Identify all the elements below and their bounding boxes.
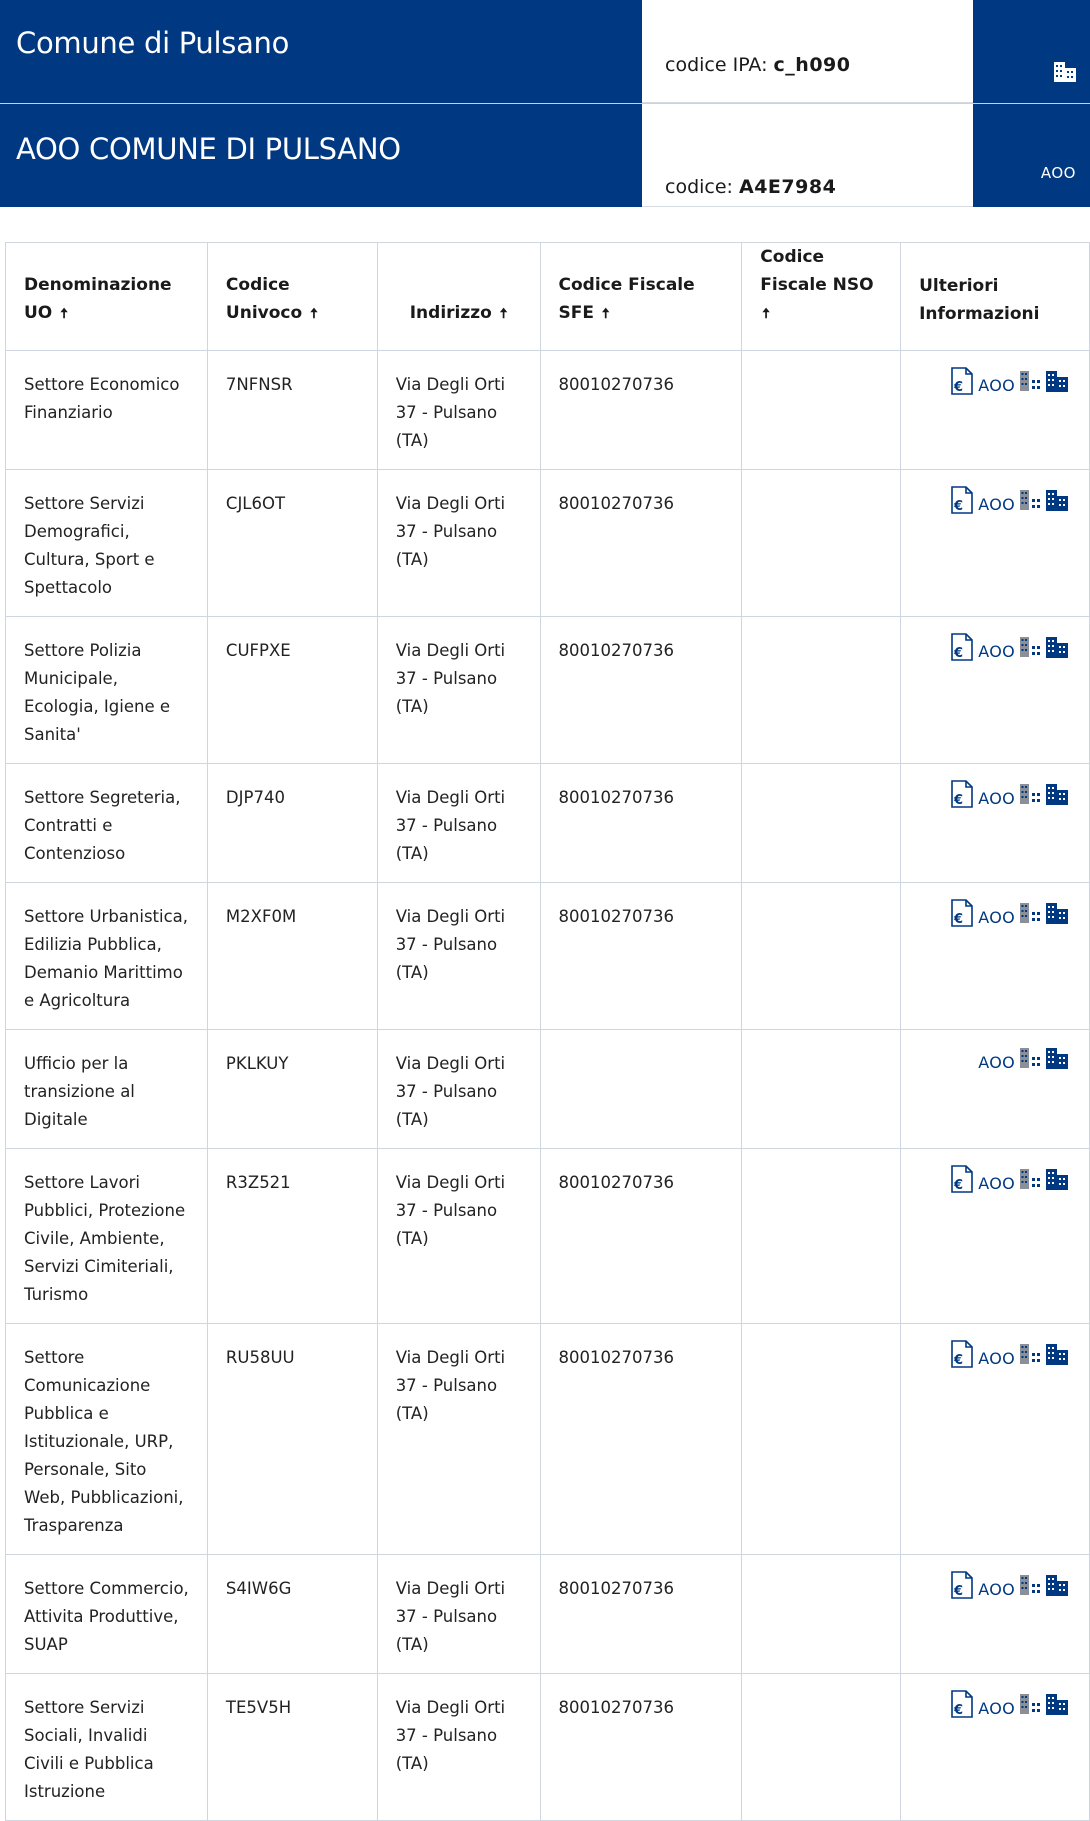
- uo-name: Settore Segreteria, Contratti e Contenzioso: [6, 764, 208, 883]
- aoo-code-value: A4E7984: [739, 176, 837, 198]
- ente-icon-box: [973, 0, 1090, 103]
- svg-text:€: €: [954, 1703, 964, 1718]
- uo-address: Via Degli Orti 37 - Pulsano (TA): [377, 1030, 540, 1149]
- uo-address: Via Degli Orti 37 - Pulsano (TA): [377, 1555, 540, 1674]
- invoice-euro-icon[interactable]: [950, 486, 974, 523]
- uo-tree-icon[interactable]: [1019, 1342, 1041, 1375]
- uo-info-icons: [901, 1149, 1090, 1324]
- aoo-link[interactable]: AOO: [978, 1698, 1015, 1718]
- col-denominazione[interactable]: Denominazione UO 🠅: [6, 243, 208, 351]
- building-icon[interactable]: [1045, 1046, 1069, 1079]
- uo-name: Settore Lavori Pubblici, Protezione Civile, Ambiente, Servizi Cimiteriali, Turismo: [6, 1149, 208, 1324]
- uo-address: Via Degli Orti 37 - Pulsano (TA): [377, 470, 540, 617]
- table-row: [6, 883, 1090, 1030]
- uo-cf-sfe: 80010270736: [540, 1149, 742, 1324]
- ipa-code: [642, 0, 973, 103]
- uo-info-icons: [901, 1324, 1090, 1555]
- uo-info-icons: [901, 1030, 1090, 1149]
- invoice-euro-icon[interactable]: [950, 1690, 974, 1727]
- uo-code: S4IW6G: [207, 1555, 377, 1674]
- uo-cf-sfe: [540, 1030, 742, 1149]
- invoice-euro-icon[interactable]: [950, 1571, 974, 1608]
- uo-address: Via Degli Orti 37 - Pulsano (TA): [377, 1324, 540, 1555]
- uo-code: DJP740: [207, 764, 377, 883]
- aoo-tag: AOO: [1040, 164, 1076, 182]
- building-icon[interactable]: [1045, 1167, 1069, 1200]
- uo-info-icons: [901, 1674, 1090, 1821]
- uo-cf-nso: [742, 1324, 901, 1555]
- uo-code: M2XF0M: [207, 883, 377, 1030]
- uo-cf-sfe: 80010270736: [540, 883, 742, 1030]
- uo-cf-nso: [742, 617, 901, 764]
- aoo-link[interactable]: AOO: [978, 494, 1015, 514]
- table-row: [6, 470, 1090, 617]
- uo-code: 7NFNSR: [207, 351, 377, 470]
- uo-tree-icon[interactable]: [1019, 782, 1041, 815]
- uo-cf-nso: [742, 351, 901, 470]
- uo-tree-icon[interactable]: [1019, 1573, 1041, 1606]
- uo-name: Settore Economico Finanziario: [6, 351, 208, 470]
- table-header-row: [6, 243, 1090, 351]
- uo-cf-sfe: 80010270736: [540, 1555, 742, 1674]
- uo-tree-icon[interactable]: [1019, 1167, 1041, 1200]
- ipa-code-label: codice IPA:: [665, 54, 768, 76]
- aoo-code: [642, 104, 973, 207]
- uo-name: Settore Commercio, Attivita Produttive, SUAP: [6, 1555, 208, 1674]
- uo-cf-nso: [742, 883, 901, 1030]
- ipa-code-value: c_h090: [773, 54, 851, 76]
- svg-text:€: €: [954, 912, 964, 927]
- invoice-euro-icon[interactable]: [950, 1340, 974, 1377]
- uo-cf-nso: [742, 470, 901, 617]
- uo-tree-icon[interactable]: [1019, 488, 1041, 521]
- svg-text:€: €: [954, 1353, 964, 1368]
- table-row: [6, 351, 1090, 470]
- uo-tree-icon[interactable]: [1019, 1692, 1041, 1725]
- uo-info-icons: [901, 1555, 1090, 1674]
- uo-name: Settore Urbanistica, Edilizia Pubblica, Demanio Marittimo e Agricoltura: [6, 883, 208, 1030]
- aoo-link[interactable]: AOO: [978, 1579, 1015, 1599]
- uo-code: R3Z521: [207, 1149, 377, 1324]
- uo-cf-sfe: 80010270736: [540, 470, 742, 617]
- col-codice-fiscale-nso[interactable]: Codice Fiscale NSO 🠅: [742, 243, 901, 351]
- uo-info-icons: [901, 351, 1090, 470]
- table-body: [6, 351, 1090, 1821]
- uo-address: Via Degli Orti 37 - Pulsano (TA): [377, 351, 540, 470]
- table-row: [6, 1149, 1090, 1324]
- col-indirizzo[interactable]: Indirizzo 🠅: [377, 243, 540, 351]
- uo-table: [5, 242, 1090, 1821]
- table-row: [6, 1324, 1090, 1555]
- aoo-link[interactable]: AOO: [978, 1173, 1015, 1193]
- invoice-euro-icon[interactable]: [950, 780, 974, 817]
- uo-address: Via Degli Orti 37 - Pulsano (TA): [377, 764, 540, 883]
- uo-tree-icon[interactable]: [1019, 901, 1041, 934]
- svg-text:€: €: [954, 380, 964, 395]
- uo-info-icons: [901, 617, 1090, 764]
- uo-address: Via Degli Orti 37 - Pulsano (TA): [377, 1674, 540, 1821]
- table-row: [6, 1674, 1090, 1821]
- table-row: [6, 764, 1090, 883]
- col-codice-fiscale-sfe[interactable]: Codice Fiscale SFE 🠅: [540, 243, 742, 351]
- svg-text:€: €: [954, 793, 964, 808]
- aoo-link[interactable]: AOO: [978, 1052, 1015, 1072]
- uo-cf-sfe: 80010270736: [540, 617, 742, 764]
- uo-cf-nso: [742, 1674, 901, 1821]
- invoice-euro-icon[interactable]: [950, 899, 974, 936]
- uo-name: Settore Servizi Sociali, Invalidi Civili e Pubblica Istruzione: [6, 1674, 208, 1821]
- building-icon[interactable]: [1045, 1573, 1069, 1606]
- uo-name: Settore Comunicazione Pubblica e Istituzionale, URP, Personale, Sito Web, Pubblicazioni, Trasparenza: [6, 1324, 208, 1555]
- building-icon[interactable]: [1045, 635, 1069, 668]
- col-codice-univoco[interactable]: Codice Univoco 🠅: [207, 243, 377, 351]
- svg-text:€: €: [954, 1178, 964, 1193]
- invoice-euro-icon[interactable]: [950, 633, 974, 670]
- uo-tree-icon[interactable]: [1019, 635, 1041, 668]
- uo-code: CJL6OT: [207, 470, 377, 617]
- invoice-euro-icon[interactable]: [950, 1165, 974, 1202]
- invoice-euro-icon[interactable]: [950, 367, 974, 404]
- ente-header: [0, 0, 1090, 103]
- uo-code: TE5V5H: [207, 1674, 377, 1821]
- aoo-link[interactable]: AOO: [978, 1348, 1015, 1368]
- table-row: [6, 1555, 1090, 1674]
- uo-cf-nso: [742, 1149, 901, 1324]
- aoo-header: [0, 103, 1090, 207]
- svg-text:€: €: [954, 646, 964, 661]
- aoo-link[interactable]: AOO: [978, 375, 1015, 395]
- uo-cf-sfe: 80010270736: [540, 764, 742, 883]
- uo-info-icons: [901, 883, 1090, 1030]
- building-icon[interactable]: [1045, 1342, 1069, 1375]
- uo-tree-icon[interactable]: [1019, 1046, 1041, 1079]
- uo-address: Via Degli Orti 37 - Pulsano (TA): [377, 617, 540, 764]
- uo-cf-sfe: 80010270736: [540, 351, 742, 470]
- aoo-link[interactable]: AOO: [978, 907, 1015, 927]
- uo-name: Settore Servizi Demografici, Cultura, Sport e Spettacolo: [6, 470, 208, 617]
- table-row: [6, 1030, 1090, 1149]
- building-icon: [1053, 59, 1077, 83]
- uo-cf-sfe: 80010270736: [540, 1674, 742, 1821]
- ente-name: Comune di Pulsano: [0, 0, 642, 103]
- uo-cf-sfe: 80010270736: [540, 1324, 742, 1555]
- svg-text:€: €: [954, 499, 964, 514]
- uo-code: CUFPXE: [207, 617, 377, 764]
- sort-arrow-icon[interactable]: 🠅: [762, 306, 770, 322]
- aoo-tag-box: [973, 104, 1090, 207]
- aoo-link[interactable]: AOO: [978, 641, 1015, 661]
- building-icon[interactable]: [1045, 1692, 1069, 1725]
- uo-info-icons: [901, 470, 1090, 617]
- building-icon[interactable]: [1045, 369, 1069, 402]
- aoo-link[interactable]: AOO: [978, 788, 1015, 808]
- uo-code: RU58UU: [207, 1324, 377, 1555]
- sort-arrow-icon[interactable]: 🠅: [310, 306, 318, 322]
- uo-address: Via Degli Orti 37 - Pulsano (TA): [377, 883, 540, 1030]
- sort-arrow-icon[interactable]: 🠅: [60, 306, 68, 322]
- building-icon[interactable]: [1045, 901, 1069, 934]
- col-ulteriori-informazioni: Ulteriori Informazioni: [901, 243, 1090, 351]
- svg-text:€: €: [954, 1584, 964, 1599]
- uo-tree-icon[interactable]: [1019, 369, 1041, 402]
- sort-arrow-icon[interactable]: 🠅: [499, 306, 508, 322]
- building-icon[interactable]: [1045, 782, 1069, 815]
- uo-name: Settore Polizia Municipale, Ecologia, Igiene e Sanita': [6, 617, 208, 764]
- uo-cf-nso: [742, 1030, 901, 1149]
- building-icon[interactable]: [1045, 488, 1069, 521]
- table-row: [6, 617, 1090, 764]
- uo-name: Ufficio per la transizione al Digitale: [6, 1030, 208, 1149]
- uo-address: Via Degli Orti 37 - Pulsano (TA): [377, 1149, 540, 1324]
- sort-arrow-icon[interactable]: 🠅: [601, 306, 610, 322]
- uo-cf-nso: [742, 1555, 901, 1674]
- uo-code: PKLKUY: [207, 1030, 377, 1149]
- aoo-code-label: codice:: [665, 176, 733, 198]
- uo-cf-nso: [742, 764, 901, 883]
- aoo-name: AOO COMUNE DI PULSANO: [0, 104, 642, 207]
- uo-info-icons: [901, 764, 1090, 883]
